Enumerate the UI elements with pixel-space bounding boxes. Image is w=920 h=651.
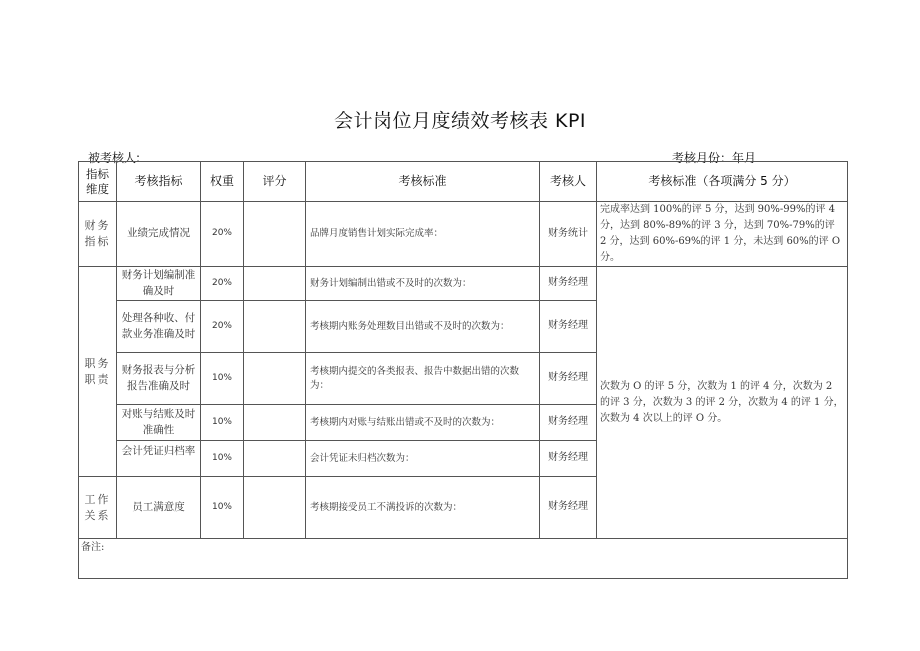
weight-cell: 20%: [201, 202, 244, 267]
header-assessor: 考核人: [540, 162, 597, 202]
weight-cell: 10%: [201, 353, 244, 405]
score-cell[interactable]: [244, 267, 306, 301]
weight-cell: 10%: [201, 441, 244, 477]
kpi-table: [78, 161, 848, 579]
score-cell[interactable]: [244, 405, 306, 441]
assessor-cell: 财务经理: [540, 405, 597, 441]
indicator-cell: 员工满意度: [117, 477, 201, 539]
header-score: 评分: [244, 162, 306, 202]
assessor-cell: 财务经理: [540, 301, 597, 353]
indicator-cell: 财务计划编制准确及时: [117, 267, 201, 301]
indicator-cell: 会计凭证归档率: [117, 441, 201, 477]
indicator-cell: 处理各种收、付款业务准确及时: [117, 301, 201, 353]
table-row: [79, 202, 848, 267]
standard-cell: 考核期内账务处理数目出错或不及时的次数为：: [306, 301, 540, 353]
score-cell[interactable]: [244, 202, 306, 267]
standard-cell: 品牌月度销售计划实际完成率：: [306, 202, 540, 267]
criteria-counts: 次数为 O 的评 5 分，次数为 1 的评 4 分，次数为 2 的评 3 分，次数为 3 的评 2 分，次数为 4 的评 1 分，次数为 4 次以上的评 O 分。: [597, 267, 848, 539]
header-indicator: 考核指标: [117, 162, 201, 202]
assessor-cell: 财务经理: [540, 441, 597, 477]
standard-cell: 考核期接受员工不满投诉的次数为：: [306, 477, 540, 539]
assessor-cell: 财务统计: [540, 202, 597, 267]
remarks-row: [79, 539, 848, 579]
assessor-cell: 财务经理: [540, 353, 597, 405]
month-label: 考核月份：年月: [672, 151, 757, 165]
score-cell[interactable]: [244, 301, 306, 353]
category-relations: 工作关系: [79, 477, 117, 539]
score-cell[interactable]: [244, 477, 306, 539]
header-criteria: 考核标准（各项满分 5 分）: [597, 162, 848, 202]
criteria-finance: 完成率达到 100%的评 5 分，达到 90%-99%的评 4 分，达到 80%-89%的评 3 分，达到 70%-79%的评 2 分，达到 60%-69%的评 1 分，未达到 60%的评 O 分。: [597, 202, 848, 267]
standard-cell: 考核期内对账与结账出错或不及时的次数为：: [306, 405, 540, 441]
weight-cell: 10%: [201, 477, 244, 539]
indicator-cell: 对账与结账及时准确性: [117, 405, 201, 441]
category-duties: 职务职责: [79, 267, 117, 477]
indicator-cell: 业绩完成情况: [117, 202, 201, 267]
score-cell[interactable]: [244, 353, 306, 405]
category-finance: 财务指标: [79, 202, 117, 267]
assessor-cell: 财务经理: [540, 477, 597, 539]
assessee-label: 被考核人:: [88, 151, 141, 165]
standard-cell: 会计凭证未归档次数为：: [306, 441, 540, 477]
remarks-cell[interactable]: 备注:: [79, 539, 848, 579]
score-cell[interactable]: [244, 441, 306, 477]
standard-cell: 考核期内提交的各类报表、报告中数据出错的次数为：: [306, 353, 540, 405]
header-standard: 考核标准: [306, 162, 540, 202]
weight-cell: 10%: [201, 405, 244, 441]
page-title: 会计岗位月度绩效考核表 KPI: [333, 110, 587, 132]
header-row: [79, 162, 848, 202]
header-weight: 权重: [201, 162, 244, 202]
standard-cell: 财务计划编制出错或不及时的次数为：: [306, 267, 540, 301]
weight-cell: 20%: [201, 301, 244, 353]
header-dimension: 指标维度: [79, 162, 117, 202]
assessor-cell: 财务经理: [540, 267, 597, 301]
table-row: [79, 267, 848, 301]
weight-cell: 20%: [201, 267, 244, 301]
indicator-cell: 财务报表与分析报告准确及时: [117, 353, 201, 405]
